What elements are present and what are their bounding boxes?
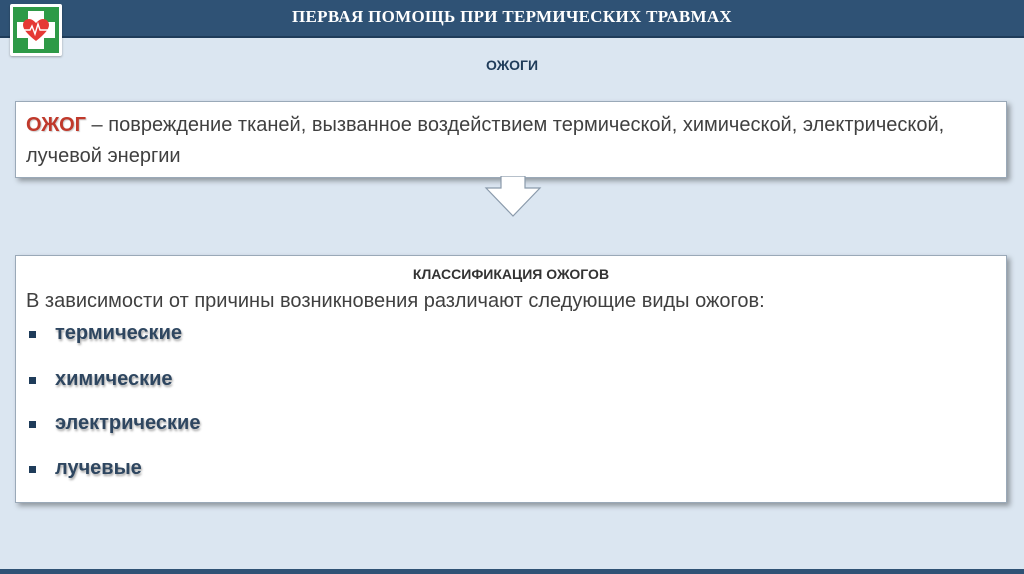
footer-bar bbox=[0, 569, 1024, 574]
classification-title: КЛАССИФИКАЦИЯ ОЖОГОВ bbox=[412, 266, 610, 282]
list-item-label: электрические bbox=[55, 412, 201, 434]
definition-box bbox=[15, 101, 1007, 178]
square-bullet-icon bbox=[29, 466, 36, 473]
list-item-label: химические bbox=[55, 368, 173, 390]
square-bullet-icon bbox=[29, 421, 36, 428]
classification-intro: В зависимости от причины возникновения различают следующие виды ожогов: bbox=[26, 290, 765, 312]
list-item-label: лучевые bbox=[55, 457, 142, 479]
definition-body: – повреждение тканей, вызванное воздействием термической, химической, электрической, лучевой энергии bbox=[26, 114, 945, 167]
definition-term: ОЖОГ bbox=[26, 114, 86, 136]
classification-box bbox=[15, 255, 1007, 503]
square-bullet-icon bbox=[29, 377, 36, 384]
arrow-down-icon bbox=[484, 176, 542, 218]
square-bullet-icon bbox=[29, 331, 36, 338]
definition-text bbox=[26, 110, 991, 172]
medical-cross-heart-icon bbox=[10, 4, 62, 56]
page-title: ПЕРВАЯ ПОМОЩЬ ПРИ ТЕРМИЧЕСКИХ ТРАВМАХ bbox=[291, 7, 732, 26]
section-subtitle: ОЖОГИ bbox=[485, 57, 539, 73]
list-item-label: термические bbox=[55, 322, 182, 344]
